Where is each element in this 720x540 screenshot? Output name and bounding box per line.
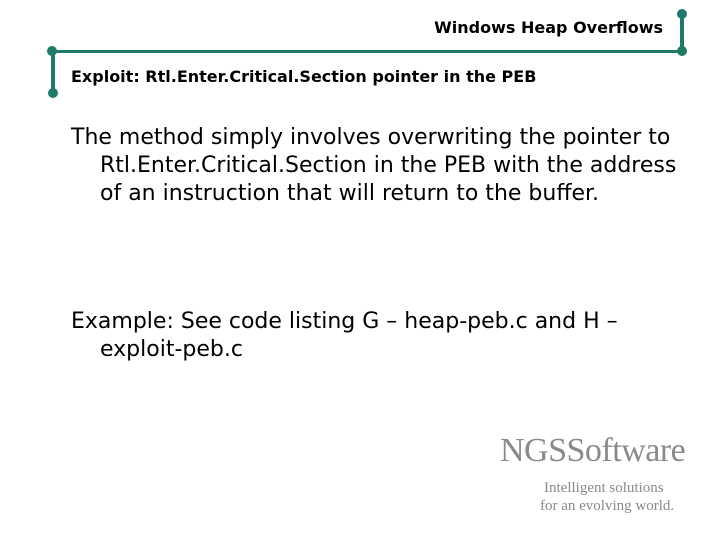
logo-tagline-line2: for an evolving world. (540, 498, 675, 514)
header-rule-right-dot (677, 46, 687, 56)
left-rule-bottom-dot (48, 88, 58, 98)
slide-subtitle: Exploit: Rtl.Enter.Critical.Section pointer in the PEB (71, 67, 537, 86)
bullet-point: The method simply involves overwriting the pointer to Rtl.Enter.Critical.Section in the PEB with the address of an instruction that will return to the buffer. (71, 125, 677, 206)
slide-title: Windows Heap Overflows (434, 18, 663, 37)
left-vertical-rule (51, 51, 55, 93)
header-horizontal-rule (52, 50, 684, 53)
bullet-point: Example: See code listing G – heap-peb.c and H – exploit-peb.c (71, 309, 618, 362)
ngssoftware-logo (500, 432, 710, 515)
top-right-dot-upper (677, 9, 687, 19)
logo-tagline-line1: Intelligent solutions (544, 480, 664, 496)
logo-name: NGSSoftware (500, 432, 686, 469)
